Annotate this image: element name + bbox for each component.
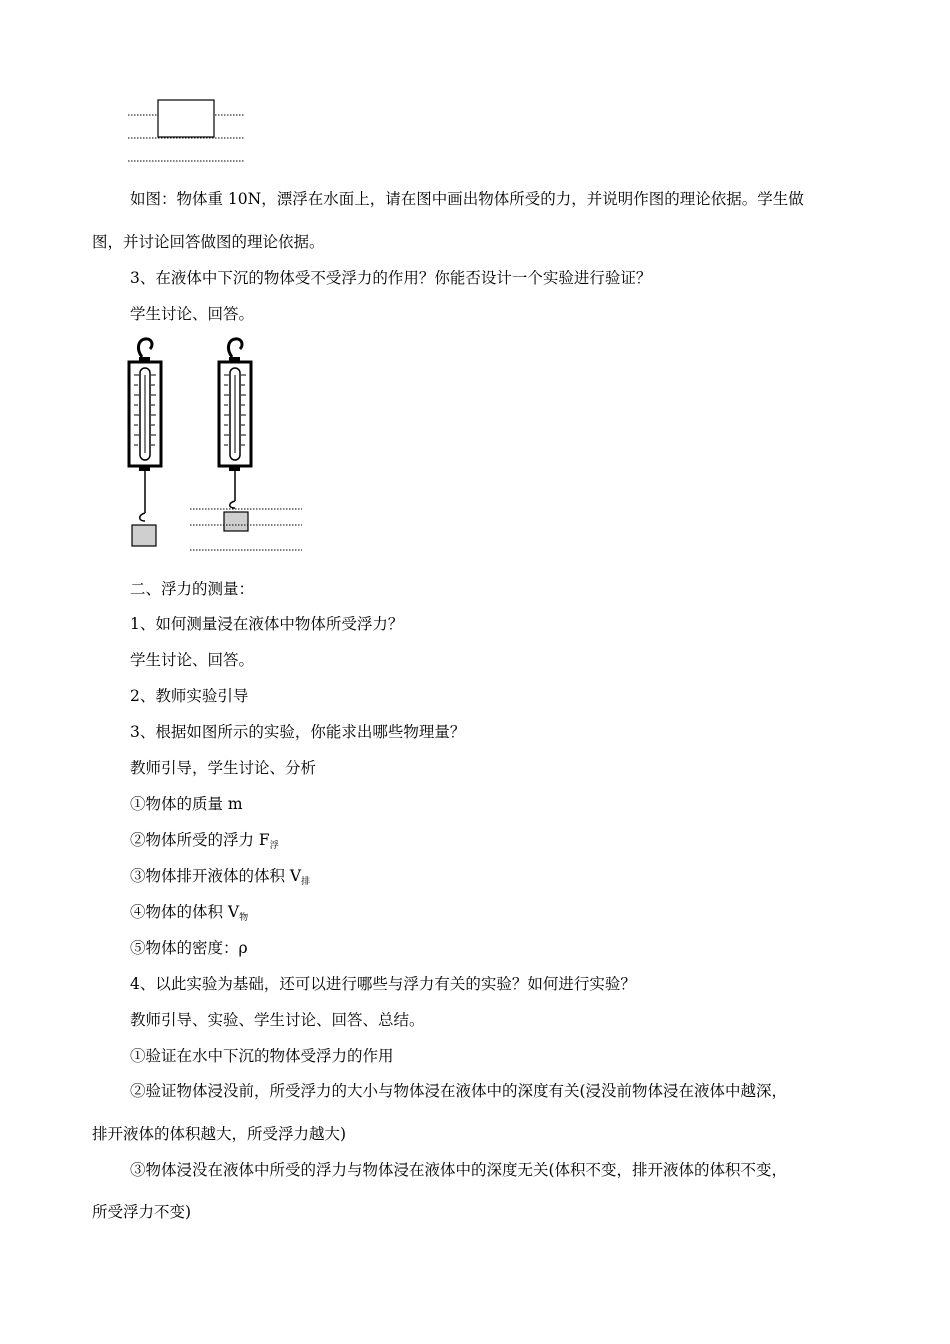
paragraph-further-experiments: 4、以此实验为基础，还可以进行哪些与浮力有关的实验？如何进行实验？ — [130, 975, 636, 993]
list-item-verify-submerged: ③物体浸没在液体中所受的浮力与物体浸在液体中的深度无关(体积不变，排开液体的体积不变， — [130, 1161, 788, 1179]
floating-block-diagram — [125, 95, 250, 167]
spring-scale-diagram — [120, 335, 310, 555]
paragraph-teacher-guide: 教师引导，学生讨论、分析 — [130, 759, 317, 777]
list-item-verify-submerged-cont: 所受浮力不变) — [92, 1203, 192, 1221]
paragraph-teacher-experiment: 2、教师实验引导 — [130, 687, 249, 705]
paragraph-sinking-question: 3、在液体中下沉的物体受不受浮力的作用？你能否设计一个实验进行验证？ — [130, 269, 652, 287]
list-item-density: ⑤物体的密度：ρ — [130, 939, 248, 957]
list-item-verify-depth: ②验证物体浸没前，所受浮力的大小与物体浸在液体中的深度有关(浸没前物体浸在液体中越深， — [130, 1082, 788, 1100]
list-item-mass: ①物体的质量 m — [130, 795, 243, 813]
paragraph-student-discuss-1: 学生讨论、回答。 — [130, 305, 255, 323]
paragraph-floating-question-cont: 图，并讨论回答做图的理论依据。 — [92, 233, 325, 251]
section-heading-measurement: 二、浮力的测量： — [130, 580, 255, 598]
paragraph-floating-question: 如图：物体重 10N，漂浮在水面上，请在图中画出物体所受的力，并说明作图的理论依据。学生做 — [130, 190, 804, 208]
list-item-verify-sinking: ①验证在水中下沉的物体受浮力的作用 — [130, 1047, 394, 1065]
paragraph-teacher-summary: 教师引导、实验、学生讨论、回答、总结。 — [130, 1011, 425, 1029]
paragraph-quantities-question: 3、根据如图所示的实验，你能求出哪些物理量？ — [130, 723, 466, 741]
paragraph-student-discuss-2: 学生讨论、回答。 — [130, 651, 255, 669]
list-item-verify-depth-cont: 排开液体的体积越大，所受浮力越大) — [92, 1125, 347, 1143]
paragraph-how-measure: 1、如何测量浸在液体中物体所受浮力？ — [130, 615, 404, 633]
list-item-object-volume: ④物体的体积 $V_物$ — [130, 903, 249, 923]
list-item-buoyancy: ②物体所受的浮力 $F_浮$ — [130, 831, 279, 851]
list-item-displaced-volume: ③物体排开液体的体积 $V_排$ — [130, 867, 311, 887]
